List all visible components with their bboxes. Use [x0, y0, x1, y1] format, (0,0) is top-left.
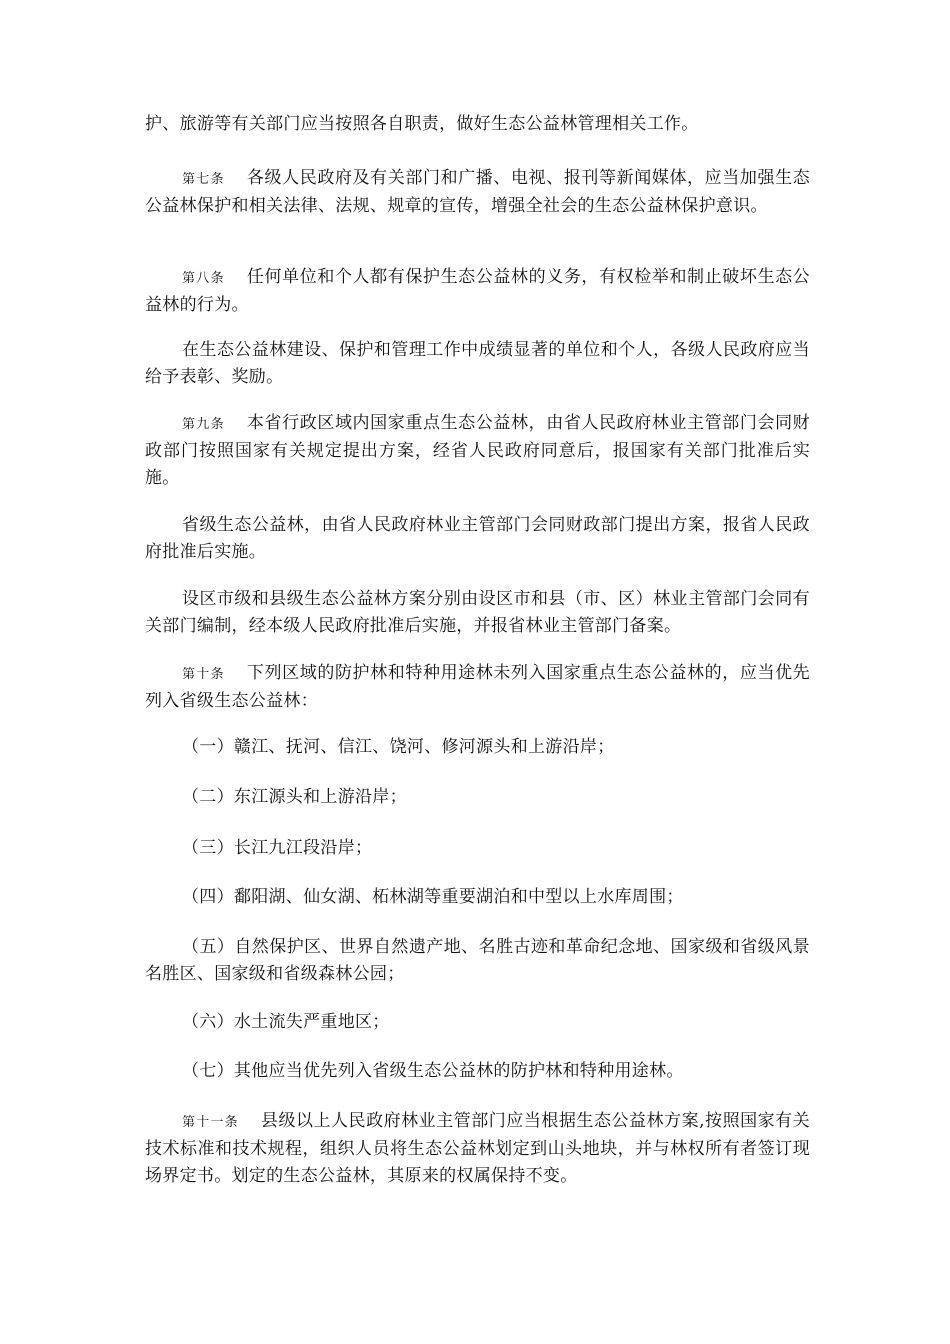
article-11	[145, 1108, 810, 1190]
article-9	[145, 410, 810, 492]
paragraph-text: （五）自然保护区、世界自然遗产地、名胜古迹和革命纪念地、国家级和省级风景名胜区、国家级和省级森林公园；	[145, 937, 810, 984]
paragraph-text: （四）鄱阳湖、仙女湖、柘林湖等重要湖泊和中型以上水库周围；	[182, 887, 684, 907]
article-8	[145, 264, 810, 319]
list-item	[145, 835, 810, 862]
paragraph	[145, 512, 810, 566]
paragraph-text: 县级以上人民政府林业主管部门应当根据生态公益林方案,按照国家有关技术标准和技术规程，组织人员将生态公益林划定到山头地块，并与林权所有者签订现场界定书。划定的生态公益林，其原来的权属保持不变。	[145, 1111, 810, 1186]
list-item	[145, 884, 810, 911]
paragraph-text: 本省行政区域内国家重点生态公益林，由省人民政府林业主管部门会同财政部门按照国家有关规定提出方案，经省人民政府同意后，报国家有关部门批准后实施。	[145, 413, 810, 488]
list-item	[145, 1009, 810, 1036]
article-number: 第九条	[182, 417, 225, 432]
article-7	[145, 165, 810, 220]
paragraph	[145, 337, 810, 391]
paragraph	[145, 111, 810, 138]
list-item	[145, 734, 810, 761]
paragraph-text: 省级生态公益林，由省人民政府林业主管部门会同财政部门提出方案，报省人民政府批准后实施。	[145, 515, 810, 562]
paragraph-text: （七）其他应当优先列入省级生态公益林的防护林和特种用途林。	[182, 1061, 684, 1081]
list-item	[145, 934, 810, 988]
article-number: 第十一条	[182, 1115, 239, 1130]
article-number: 第十条	[182, 667, 225, 682]
article-number: 第八条	[182, 271, 225, 286]
article-10	[145, 660, 810, 715]
list-item	[145, 784, 810, 811]
paragraph-text: 护、旅游等有关部门应当按照各自职责，做好生态公益林管理相关工作。	[145, 114, 699, 134]
paragraph-text: 任何单位和个人都有保护生态公益林的义务，有权检举和制止破坏生态公益林的行为。	[145, 267, 810, 315]
paragraph-text: 下列区域的防护林和特种用途林未列入国家重点生态公益林的，应当优先列入省级生态公益林：	[145, 663, 810, 711]
paragraph-text: （一）赣江、抚河、信江、饶河、修河源头和上游沿岸；	[182, 737, 615, 757]
paragraph-text: （三）长江九江段沿岸；	[182, 838, 373, 858]
paragraph-text: （二）东江源头和上游沿岸；	[182, 787, 407, 807]
paragraph-text: 各级人民政府及有关部门和广播、电视、报刊等新闻媒体，应当加强生态公益林保护和相关法律、法规、规章的宣传，增强全社会的生态公益林保护意识。	[145, 168, 810, 216]
paragraph-text: 在生态公益林建设、保护和管理工作中成绩显著的单位和个人，各级人民政府应当给予表彰、奖励。	[145, 340, 810, 387]
paragraph-text: （六）水土流失严重地区；	[182, 1012, 390, 1032]
article-number: 第七条	[182, 172, 225, 187]
paragraph	[145, 586, 810, 640]
paragraph-text: 设区市级和县级生态公益林方案分别由设区市和县（市、区）林业主管部门会同有关部门编制，经本级人民政府批准后实施，并报省林业主管部门备案。	[145, 589, 810, 636]
list-item	[145, 1058, 810, 1085]
